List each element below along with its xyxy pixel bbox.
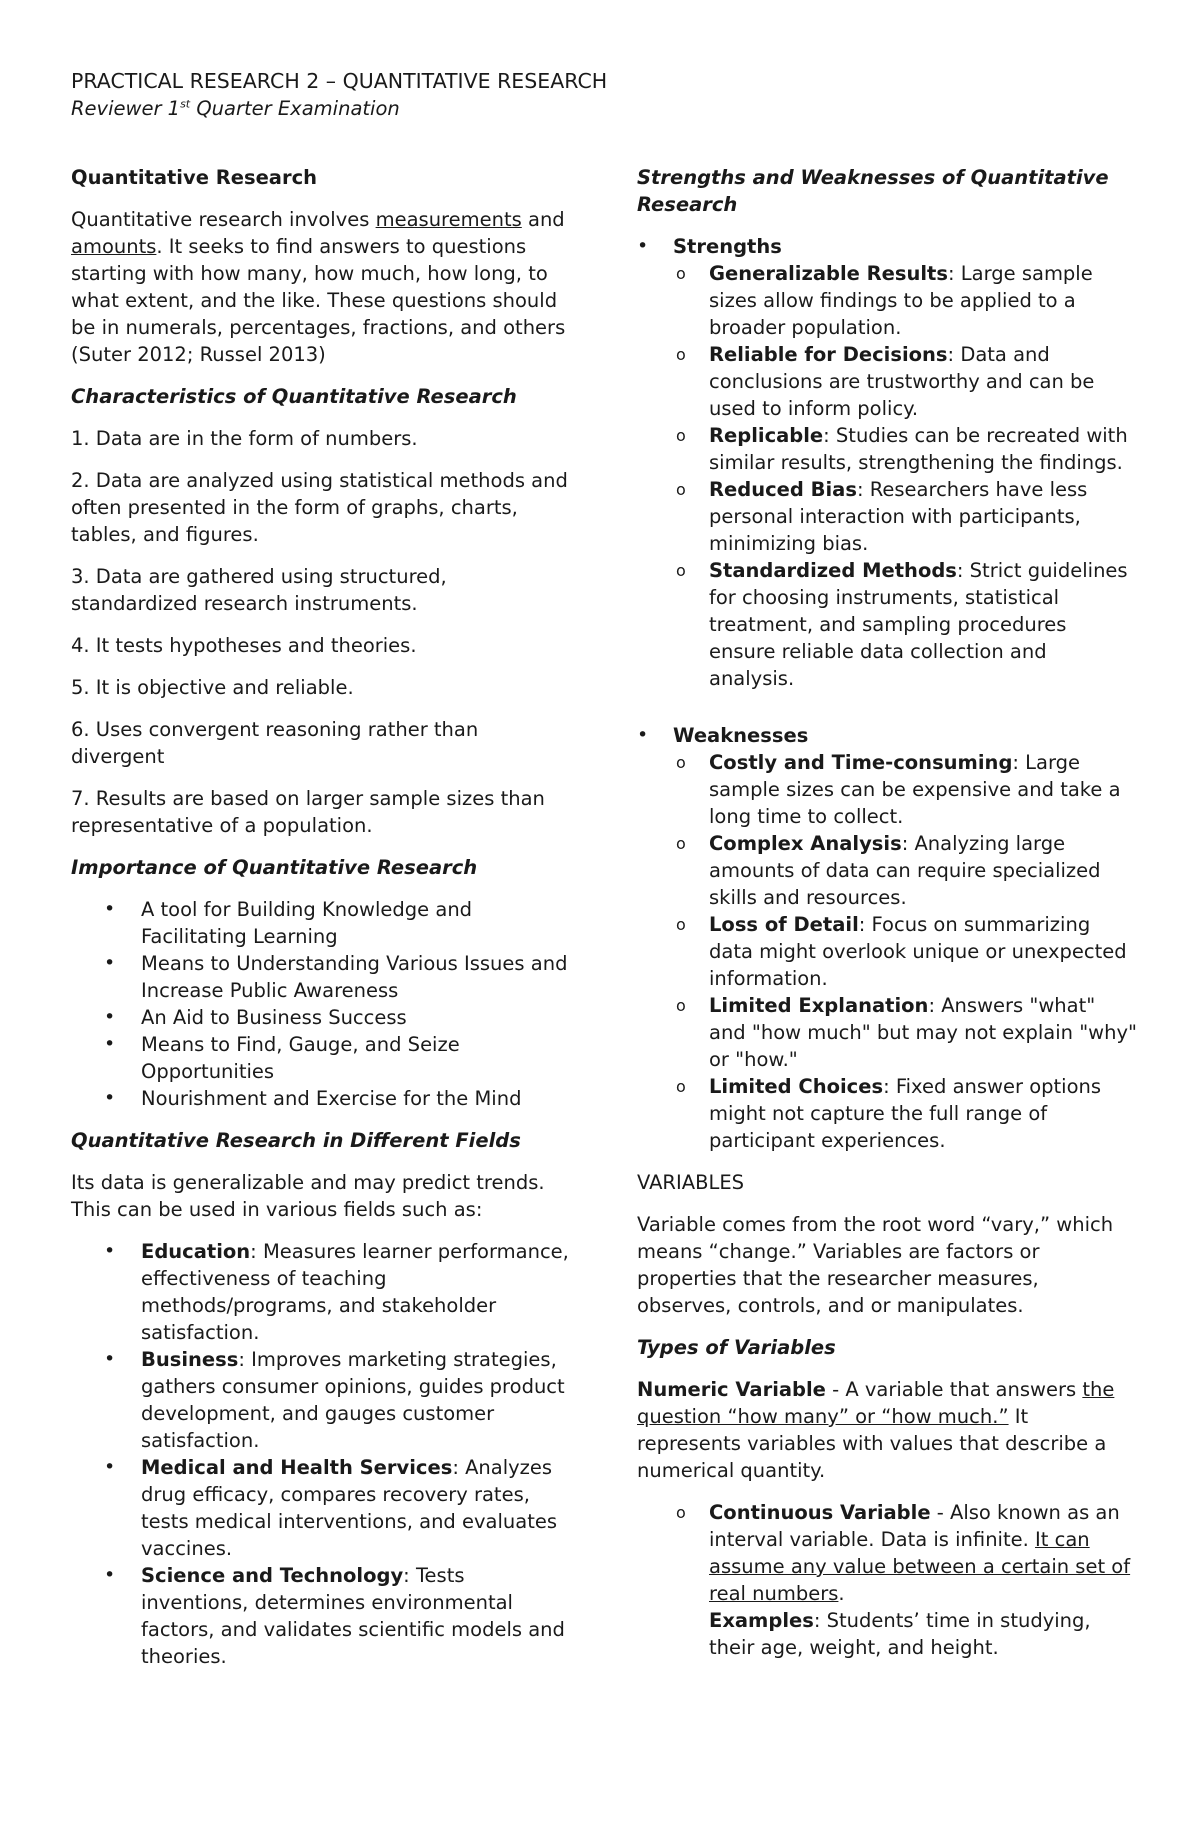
weakness-item — [637, 830, 1137, 911]
weakness-term: Limited Explanation — [709, 994, 929, 1017]
weakness-desc: : Analyzing large amounts of data can require specialized skills and resources. — [709, 832, 1101, 909]
importance-item: • An Aid to Business Success — [71, 1004, 571, 1031]
document-title: PRACTICAL RESEARCH 2 – QUANTITATIVE RESEARCH — [71, 69, 608, 93]
document-header — [71, 68, 607, 122]
subtitle-pre: Reviewer 1 — [71, 97, 181, 120]
field-desc: : Measures learner performance, effectiveness of teaching methods/programs, and stakeholder satisfaction. — [141, 1240, 569, 1344]
characteristic-item: 5. It is objective and reliable. — [71, 676, 354, 699]
strength-term: Standardized Methods — [709, 559, 957, 582]
subtitle-post: Quarter Examination — [190, 97, 400, 120]
quantitative-research-paragraph — [71, 206, 571, 368]
importance-list — [71, 896, 571, 1112]
continuous-variable-item — [637, 1499, 1137, 1661]
spacer — [637, 692, 1137, 722]
strength-desc: : Studies can be recreated with similar results, strengthening the findings. — [709, 424, 1128, 474]
field-item — [71, 1562, 571, 1670]
continuous-text-2: . — [838, 1582, 845, 1605]
field-desc: : Analyzes drug efficacy, compares recovery rates, tests medical interventions, and evaluates vaccines. — [141, 1456, 558, 1560]
strength-item — [637, 341, 1137, 422]
field-term: Medical and Health Services — [141, 1456, 453, 1479]
strength-item — [637, 476, 1137, 557]
section-heading-types-of-variables: Types of Variables — [637, 1336, 836, 1359]
section-heading-characteristics: Characteristics of Quantitative Research — [71, 385, 517, 408]
strength-term: Generalizable Results — [709, 262, 948, 285]
weaknesses-list — [637, 722, 1137, 749]
weakness-item — [637, 1073, 1137, 1154]
document-subtitle — [71, 95, 607, 122]
field-term: Science and Technology — [141, 1564, 404, 1587]
importance-item: • Means to Understanding Various Issues and Increase Public Awareness — [71, 950, 571, 1004]
weaknesses-label: Weaknesses — [673, 724, 809, 747]
weakness-desc: : Fixed answer options might not capture the full range of participant experiences. — [709, 1075, 1102, 1152]
strength-item — [637, 557, 1137, 692]
strength-item — [637, 260, 1137, 341]
weakness-term: Complex Analysis — [709, 832, 902, 855]
strength-term: Replicable — [709, 424, 824, 447]
weakness-item — [637, 911, 1137, 992]
weakness-desc: : Answers "what" and "how much" but may not explain "why" or "how." — [709, 994, 1137, 1071]
numeric-text-2: It represents variables with values that describe a numerical quantity. — [637, 1405, 1107, 1482]
characteristic-item: 6. Uses convergent reasoning rather than divergent — [71, 718, 479, 768]
weakness-desc: : Focus on summarizing data might overlook unique or unexpected information. — [709, 913, 1127, 990]
section-heading-importance: Importance of Quantitative Research — [71, 856, 478, 879]
field-term: Business — [141, 1348, 239, 1371]
strength-desc: : Strict guidelines for choosing instruments, statistical treatment, and sampling procedures ensure reliable data collection and analysis. — [709, 559, 1128, 690]
strength-desc: : Large sample sizes allow findings to be applied to a broader population. — [709, 262, 1093, 339]
weakness-item — [637, 992, 1137, 1073]
fields-list — [71, 1238, 571, 1670]
qr-text-1: Quantitative research involves — [71, 208, 376, 231]
field-desc: : Improves marketing strategies, gathers consumer opinions, guides product development, and gauges customer satisfaction. — [141, 1348, 565, 1452]
strength-desc: : Researchers have less personal interaction with participants, minimizing bias. — [709, 478, 1088, 555]
weaknesses-group — [637, 722, 1137, 749]
qr-underline-measurements: measurements — [375, 208, 522, 231]
qr-text-2: and — [521, 208, 565, 231]
qr-text-3: . It seeks to find answers to questions starting with how many, how much, how long, to what extent, and the like. These questions should be in numerals, percentages, fractions, and others (Suter 2012; Russel 2013) — [71, 235, 566, 366]
section-heading-strengths-weaknesses: Strengths and Weaknesses of Quantitative Research — [637, 166, 1109, 216]
fields-intro: Its data is generalizable and may predict trends. This can be used in various fields such as: — [71, 1171, 545, 1221]
right-column — [637, 164, 1137, 1661]
importance-item: • Nourishment and Exercise for the Mind — [71, 1085, 571, 1112]
examples-term: Examples — [709, 1609, 814, 1632]
field-item — [71, 1346, 571, 1454]
field-item — [71, 1454, 571, 1562]
variables-paragraph: Variable comes from the root word “vary,” which means “change.” Variables are factors or properties that the researcher measures, observes, controls, and or manipulates. — [637, 1213, 1114, 1317]
continuous-variable-term: Continuous Variable — [709, 1501, 931, 1524]
qr-underline-amounts: amounts — [71, 235, 157, 258]
strength-term: Reliable for Decisions — [709, 343, 948, 366]
strength-item — [637, 422, 1137, 476]
strengths-list — [637, 233, 1137, 260]
continuous-text-1: - Also known as an interval variable. Data is infinite. — [709, 1501, 1120, 1551]
weakness-desc: : Large sample sizes can be expensive and take a long time to collect. — [709, 751, 1121, 828]
section-heading-variables: VARIABLES — [637, 1171, 745, 1194]
section-heading-fields: Quantitative Research in Different Fields — [71, 1129, 521, 1152]
field-desc: : Tests inventions, determines environmental factors, and validates scientific models and theories. — [141, 1564, 565, 1668]
examples-desc: : Students’ time in studying, their age, weight, and height. — [709, 1609, 1091, 1659]
weaknesses-sublist — [637, 749, 1137, 1154]
characteristic-item: 3. Data are gathered using structured, standardized research instruments. — [71, 565, 447, 615]
field-item — [71, 1238, 571, 1346]
characteristic-item: 1. Data are in the form of numbers. — [71, 427, 418, 450]
importance-item: • Means to Find, Gauge, and Seize Opportunities — [71, 1031, 571, 1085]
characteristic-item: 2. Data are analyzed using statistical methods and often presented in the form of graphs, charts, tables, and figures. — [71, 469, 568, 546]
continuous-underline: It can assume any value between a certain set of real numbers — [709, 1528, 1131, 1605]
left-column — [71, 164, 571, 1685]
section-heading-quantitative-research: Quantitative Research — [71, 166, 318, 189]
weakness-term: Limited Choices — [709, 1075, 884, 1098]
field-term: Education — [141, 1240, 251, 1263]
weakness-term: Costly and Time-consuming — [709, 751, 1013, 774]
strengths-label: Strengths — [673, 235, 782, 258]
weakness-term: Loss of Detail — [709, 913, 859, 936]
weakness-item — [637, 749, 1137, 830]
strength-desc: : Data and conclusions are trustworthy and can be used to inform policy. — [709, 343, 1095, 420]
characteristic-item: 4. It tests hypotheses and theories. — [71, 634, 417, 657]
numeric-sublist — [637, 1499, 1137, 1661]
strengths-sublist — [637, 260, 1137, 692]
subtitle-sup: st — [180, 97, 191, 111]
numeric-variable-paragraph — [637, 1376, 1137, 1484]
strength-term: Reduced Bias — [709, 478, 857, 501]
numeric-variable-term: Numeric Variable — [637, 1378, 826, 1401]
numeric-underline: the question “how many” or “how much.” — [637, 1378, 1115, 1428]
numeric-text-1: - A variable that answers — [825, 1378, 1083, 1401]
characteristic-item: 7. Results are based on larger sample sizes than representative of a population. — [71, 787, 545, 837]
strengths-group — [637, 233, 1137, 260]
importance-item: • A tool for Building Knowledge and Facilitating Learning — [71, 896, 571, 950]
